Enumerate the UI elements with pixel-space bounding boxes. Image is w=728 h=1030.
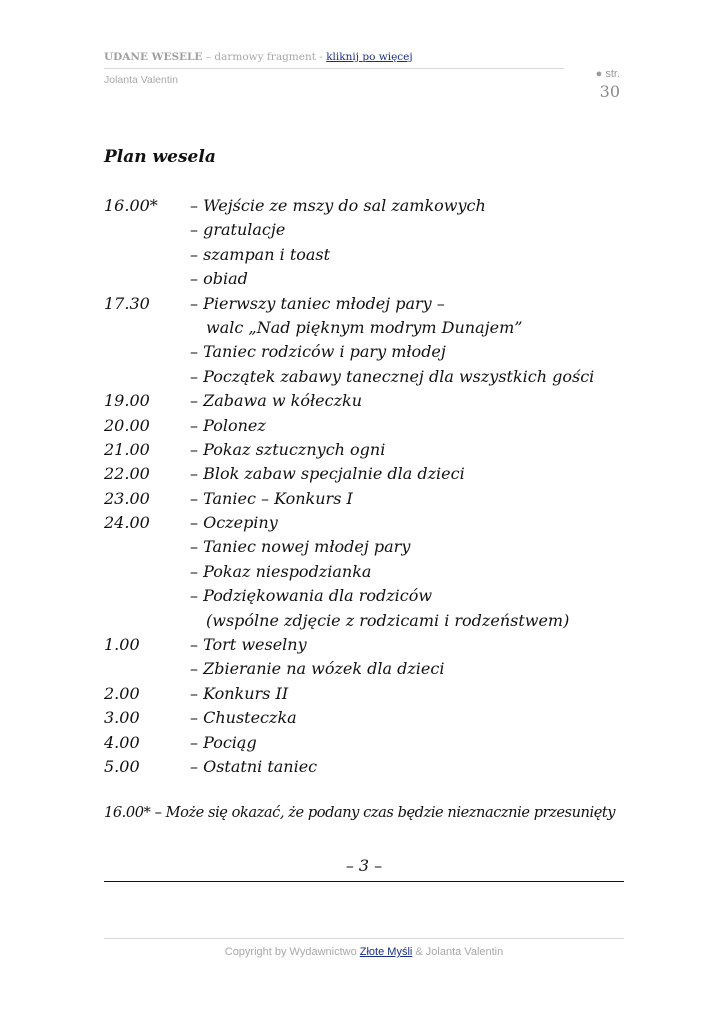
schedule-description: – Polonez [190, 415, 266, 435]
schedule-row [104, 318, 644, 342]
author-name: Jolanta Valentin [104, 74, 178, 86]
schedule-row [104, 464, 644, 488]
schedule-row [104, 416, 644, 440]
more-link[interactable]: kliknij po więcej [326, 51, 413, 63]
schedule-row [104, 659, 644, 683]
schedule-row [104, 513, 644, 537]
schedule-list [104, 196, 644, 781]
page-header: UDANE WESELE – darmowy fragment - kliknij po więcej [104, 51, 564, 69]
page-marker: – 3 – [104, 856, 624, 882]
page-number: 30 [599, 82, 620, 101]
schedule-description: – Konkurs II [190, 683, 289, 703]
schedule-description: – Pokaz niespodzianka [190, 561, 372, 581]
publisher-link[interactable]: Złote Myśli [359, 946, 413, 958]
schedule-row [104, 611, 644, 635]
schedule-time: 3.00 [104, 708, 140, 728]
schedule-row [104, 757, 644, 781]
schedule-description: – Wejście ze mszy do sal zamkowych [190, 196, 486, 215]
schedule-description: – Oczepiny [190, 513, 278, 533]
schedule-time: 1.00 [104, 635, 140, 655]
brand-title: UDANE WESELE [104, 51, 203, 63]
schedule-description: – Blok zabaw specjalnie dla dzieci [190, 464, 465, 484]
schedule-description: – Taniec nowej młodej pary [190, 537, 411, 557]
schedule-time: 17.30 [104, 293, 150, 313]
schedule-row [104, 489, 644, 513]
schedule-description: – szampan i toast [190, 244, 331, 264]
schedule-description: – Chusteczka [190, 708, 297, 728]
schedule-row [104, 294, 644, 318]
schedule-description: – Podziękowania dla rodziców [190, 586, 433, 606]
schedule-row [104, 537, 644, 561]
schedule-row [104, 562, 644, 586]
page-label: ● str. [595, 68, 620, 80]
free-fragment-label: darmowy fragment [214, 51, 316, 63]
schedule-time: 23.00 [104, 488, 150, 508]
schedule-description: – Pierwszy taniec młodej pary – [190, 293, 445, 313]
schedule-description: – Pokaz sztucznych ogni [190, 439, 386, 459]
schedule-row [104, 440, 644, 464]
schedule-time: 21.00 [104, 439, 150, 459]
schedule-row [104, 733, 644, 757]
schedule-row [104, 220, 644, 244]
schedule-description: – Początek zabawy tanecznej dla wszystkich gości [190, 366, 595, 386]
schedule-row [104, 684, 644, 708]
schedule-description: – Taniec – Konkurs I [190, 488, 353, 508]
schedule-description: – Taniec rodziców i pary młodej [190, 342, 446, 362]
schedule-description: – obiad [190, 269, 248, 289]
schedule-description: – Ostatni taniec [190, 756, 318, 776]
schedule-time: 22.00 [104, 464, 150, 484]
schedule-row [104, 245, 644, 269]
schedule-row [104, 708, 644, 732]
footnote: 16.00* – Może się okazać, że podany czas będzie nieznacznie przesunięty [104, 804, 616, 821]
schedule-row [104, 391, 644, 415]
schedule-row [104, 586, 644, 610]
schedule-description: – Zbieranie na wózek dla dzieci [190, 659, 445, 679]
schedule-description: – Pociąg [190, 732, 257, 752]
schedule-time: 19.00 [104, 391, 150, 411]
schedule-row [104, 367, 644, 391]
schedule-row [104, 269, 644, 293]
schedule-time: 16.00* [104, 196, 158, 215]
section-title: Plan wesela [104, 147, 216, 167]
schedule-time: 20.00 [104, 415, 150, 435]
schedule-time: 24.00 [104, 513, 150, 533]
schedule-description: – gratulacje [190, 220, 286, 240]
schedule-description: – Tort weselny [190, 635, 307, 655]
schedule-row [104, 342, 644, 366]
schedule-row [104, 196, 644, 220]
schedule-time: 2.00 [104, 683, 140, 703]
schedule-time: 4.00 [104, 732, 140, 752]
page-indicator [596, 68, 620, 101]
schedule-description: walc „Nad pięknym modrym Dunajem” [206, 317, 523, 337]
schedule-row [104, 635, 644, 659]
footer: Copyright by Wydawnictwo Złote Myśli & Jolanta Valentin [224, 946, 504, 958]
schedule-time: 5.00 [104, 756, 140, 776]
schedule-description: (wspólne zdjęcie z rodzicami i rodzeństwem) [206, 610, 570, 630]
schedule-description: – Zabawa w kółeczku [190, 391, 362, 411]
footer-divider [104, 938, 624, 939]
